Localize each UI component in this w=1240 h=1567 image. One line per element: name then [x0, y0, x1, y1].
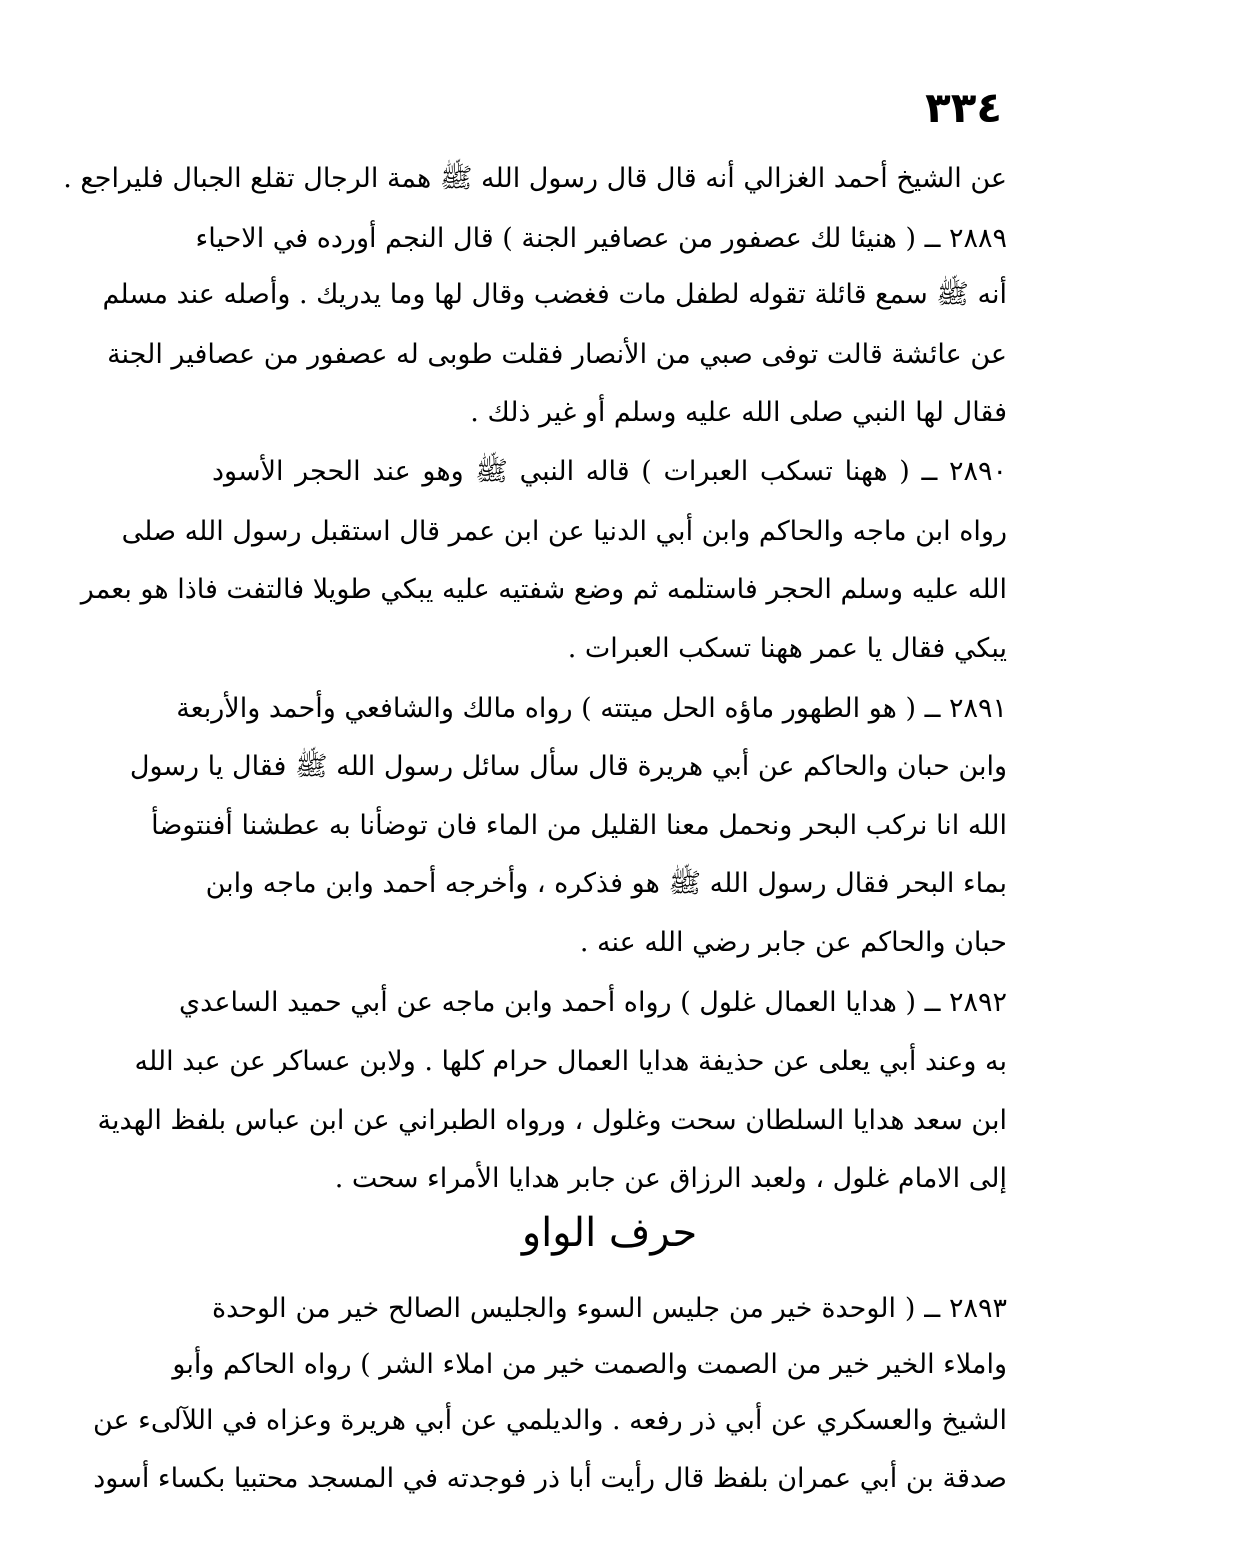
text-line: وابن حبان والحاكم عن أبي هريرة قال سأل سائل رسول الله ﷺ فقال يا رسول: [129, 751, 1007, 782]
text-line: ٢٨٩٣ ــ ( الوحدة خير من جليس السوء والجليس الصالح خير من الوحدة: [212, 1293, 1007, 1324]
text-line: الله عليه وسلم الحجر فاستلمه ثم وضع شفتيه عليه يبكي طويلا فالتفت فاذا هو بعمر: [80, 574, 1007, 605]
text-line: بماء البحر فقال رسول الله ﷺ هو فذكره ، وأخرجه أحمد وابن ماجه وابن: [205, 868, 1007, 899]
text-line: رواه ابن ماجه والحاكم وابن أبي الدنيا عن ابن عمر قال استقبل رسول الله صلى: [121, 516, 1007, 547]
text-line: ٢٨٩١ ــ ( هو الطهور ماؤه الحل ميتته ) رواه مالك والشافعي وأحمد والأربعة: [176, 693, 1007, 724]
text-line: به وعند أبي يعلى عن حذيفة هدايا العمال حرام كلها . ولابن عساكر عن عبد الله: [134, 1046, 1007, 1077]
text-line: ٢٨٨٩ ــ ( هنيئا لك عصفور من عصافير الجنة ) قال النجم أورده في الاحياء: [195, 223, 1007, 254]
text-line: ٢٨٩٠ ــ ( ههنا تسكب العبرات ) قاله النبي ﷺ وهو عند الحجر الأسود: [212, 456, 1007, 487]
text-line: حبان والحاكم عن جابر رضي الله عنه .: [579, 927, 1007, 958]
text-line: واملاء الخير خير من الصمت والصمت خير من املاء الشر ) رواه الحاكم وأبو: [172, 1349, 1007, 1380]
text-line: فقال لها النبي صلى الله عليه وسلم أو غير ذلك .: [470, 397, 1007, 428]
text-line: صدقة بن أبي عمران بلفظ قال رأيت أبا ذر فوجدته في المسجد محتبيا بكساء أسود: [93, 1463, 1007, 1494]
text-line: ٢٨٩٢ ــ ( هدايا العمال غلول ) رواه أحمد وابن ماجه عن أبي حميد الساعدي: [179, 987, 1007, 1018]
text-line: الشيخ والعسكري عن أبي ذر رفعه . والديلمي عن أبي هريرة وعزاه في اللآلىء عن: [92, 1405, 1007, 1436]
section-heading: حرف الواو: [521, 1210, 698, 1256]
text-line: الله انا نركب البحر ونحمل معنا القليل من الماء فان توضأنا به عطشنا أفنتوضأ: [151, 810, 1007, 841]
text-line: أنه ﷺ سمع قائلة تقوله لطفل مات فغضب وقال لها وما يدريك . وأصله عند مسلم: [102, 279, 1007, 310]
text-line: عن عائشة قالت توفى صبي من الأنصار فقلت طوبى له عصفور من عصافير الجنة: [107, 339, 1007, 370]
text-line: إلى الامام غلول ، ولعبد الرزاق عن جابر هدايا الأمراء سحت .: [334, 1163, 1007, 1194]
page-number: ٣٣٤: [925, 83, 1002, 132]
text-line: عن الشيخ أحمد الغزالي أنه قال قال رسول الله ﷺ همة الرجال تقلع الجبال فليراجع .: [63, 163, 1007, 194]
text-line: ابن سعد هدايا السلطان سحت وغلول ، ورواه الطبراني عن ابن عباس بلفظ الهدية: [97, 1105, 1007, 1136]
text-line: يبكي فقال يا عمر ههنا تسكب العبرات .: [567, 633, 1007, 664]
